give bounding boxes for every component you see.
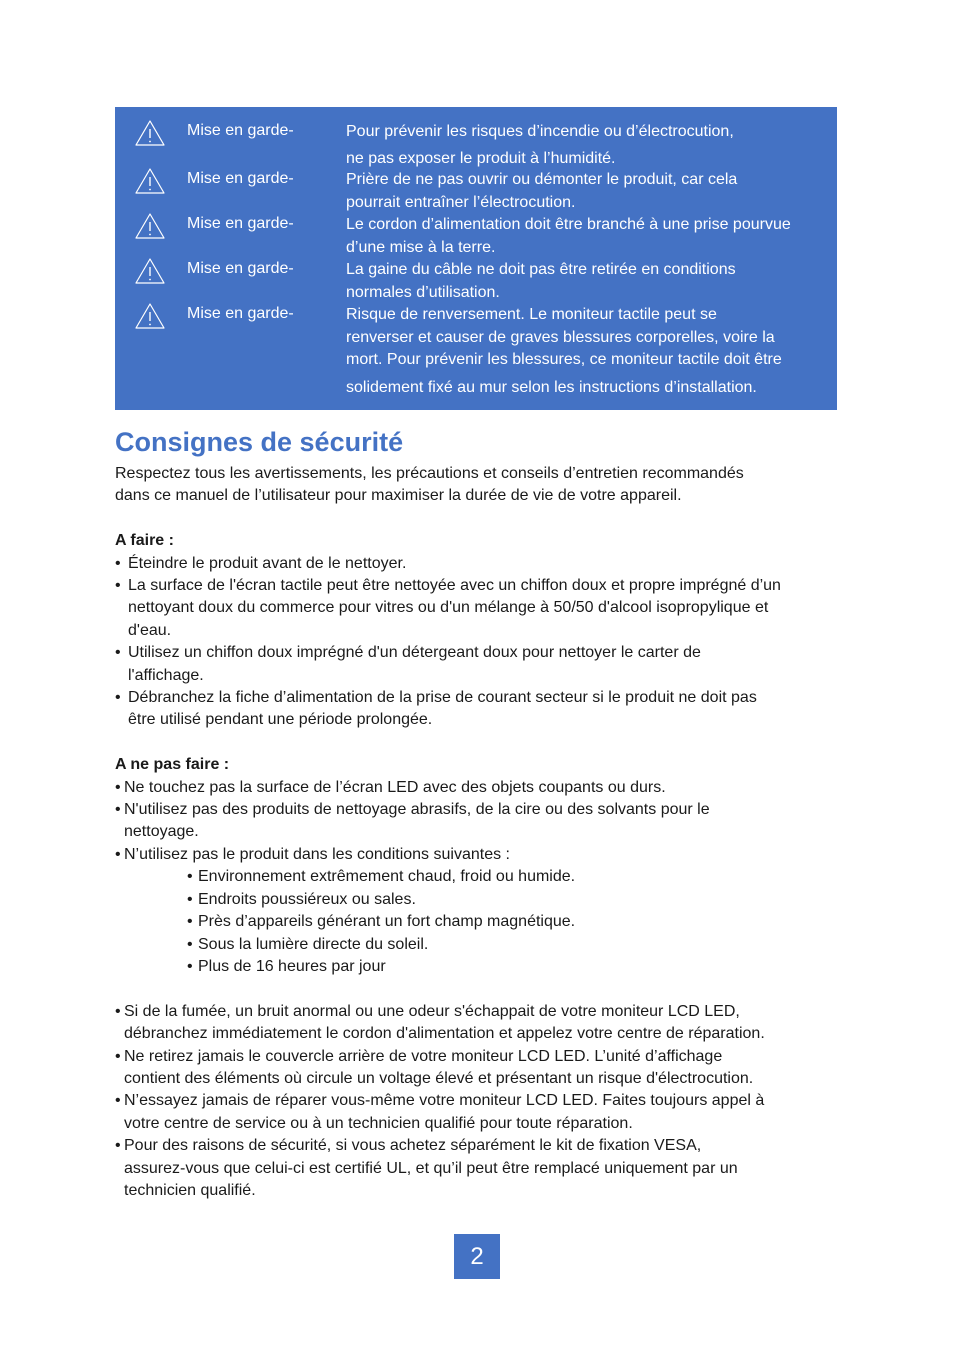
list-item (115, 553, 845, 575)
warning-text-line: pourrait entraîner l’électrocution. (346, 193, 576, 211)
warning-text-line: d’une mise à la terre. (346, 238, 496, 256)
warning-triangle-icon (133, 301, 167, 331)
condition-item (187, 866, 845, 888)
condition-text: • Plus de 16 heures par jour (198, 957, 386, 975)
list-item-line: • Ne retirez jamais le couvercle arrière de votre moniteur LCD LED. L’unité d’affichage (124, 1047, 723, 1065)
warning-text (346, 214, 837, 259)
page-title: Consignes de sécurité (115, 427, 404, 457)
page-number: 2 (454, 1234, 500, 1279)
list-item-line: nettoyage. (124, 823, 199, 841)
list-item (115, 642, 845, 687)
condition-text: • Sous la lumière directe du soleil. (198, 935, 429, 953)
list-item-line: • Ne touchez pas la surface de l’écran LED avec des objets coupants ou durs. (124, 778, 666, 796)
warning-triangle-icon (133, 256, 167, 286)
warning-label: Mise en garde- (187, 215, 294, 232)
condition-item (187, 934, 845, 956)
list-item-line: l'affichage. (128, 666, 204, 684)
conditions-list (115, 866, 845, 978)
dont-heading: A ne pas faire : (115, 756, 230, 774)
list-item (115, 844, 845, 866)
warning-label: Mise en garde- (187, 260, 294, 277)
condition-text: • Environnement extrêmement chaud, froid ou humide. (198, 868, 576, 886)
intro-line: Respectez tous les avertissements, les précautions et conseils d’entretien recommandés (115, 465, 744, 482)
safety-content (115, 463, 845, 1202)
spacer (115, 978, 845, 1000)
warning-triangle-icon (133, 166, 167, 196)
warning-text (346, 169, 837, 214)
do-heading: A faire : (115, 532, 174, 550)
intro-paragraph (115, 463, 845, 508)
list-item-line: • N’essayez jamais de réparer vous-même votre moniteur LCD LED. Faites toujours appel à (124, 1092, 765, 1110)
intro-line: dans ce manuel de l’utilisateur pour maximiser la durée de vie de votre appareil. (115, 487, 682, 505)
warning-label: Mise en garde- (187, 170, 294, 187)
list-item-line: votre centre de service ou à un technicien qualifié pour toute réparation. (124, 1114, 633, 1132)
warning-label: Mise en garde- (187, 122, 294, 139)
list-item-line: d'eau. (128, 621, 172, 639)
dont-list (115, 777, 845, 867)
list-item-line: débranchez immédiatement le cordon d'alimentation et appelez votre centre de réparation. (124, 1025, 765, 1043)
warning-text (346, 259, 837, 304)
warning-text (346, 121, 837, 170)
warning-text-line: Prière de ne pas ouvrir ou démonter le produit, car cela (346, 171, 738, 188)
condition-item (187, 911, 845, 933)
warning-text-line: ne pas exposer le produit à l’humidité. (346, 149, 616, 167)
warning-box (115, 107, 837, 410)
list-item (115, 1090, 845, 1135)
warning-text-line: mort. Pour prévenir les blessures, ce moniteur tactile doit être (346, 351, 782, 368)
warning-label: Mise en garde- (187, 305, 294, 322)
list-item-line: nettoyant doux du commerce pour vitres ou d'un mélange à 50/50 d'alcool isopropylique et (128, 599, 769, 617)
list-item-line: • Éteindre le produit avant de le nettoyer. (128, 554, 407, 572)
condition-text: • Endroits poussiéreux ou sales. (198, 890, 416, 908)
list-item (115, 575, 845, 642)
list-item-line: assurez-vous que celui-ci est certifié UL, et qu’il peut être remplacé uniquement par un (124, 1159, 738, 1177)
dont-list-continued (115, 1001, 845, 1203)
list-item (115, 777, 845, 799)
list-item-line: • Si de la fumée, un bruit anormal ou une odeur s'échappait de votre moniteur LCD LED, (124, 1002, 740, 1020)
list-item-line: • La surface de l'écran tactile peut être nettoyée avec un chiffon doux et propre imprégné d’un (128, 577, 781, 595)
warning-text-line: Le cordon d’alimentation doit être branché à une prise pourvue (346, 216, 791, 233)
warning-text (346, 304, 837, 399)
list-item-line: technicien qualifié. (124, 1181, 256, 1199)
warning-triangle-icon (133, 118, 167, 148)
list-item (115, 1135, 845, 1202)
warning-text-line: La gaine du câble ne doit pas être retirée en conditions (346, 261, 736, 278)
warning-text-line: normales d’utilisation. (346, 283, 500, 301)
warning-text-line: Risque de renversement. Le moniteur tactile peut se (346, 306, 717, 323)
list-item-line: • Pour des raisons de sécurité, si vous achetez séparément le kit de fixation VESA, (124, 1137, 702, 1155)
list-item-line: • Utilisez un chiffon doux imprégné d'un détergeant doux pour nettoyer le carter de (128, 644, 701, 662)
list-item (115, 1001, 845, 1046)
list-item-line: être utilisé pendant une période prolongée. (128, 711, 433, 729)
list-item-line: • N'utilisez pas des produits de nettoyage abrasifs, de la cire ou des solvants pour le (124, 801, 710, 819)
condition-text: • Près d’appareils générant un fort champ magnétique. (198, 913, 576, 931)
condition-item (187, 889, 845, 911)
list-item-line: • Débranchez la fiche d’alimentation de la prise de courant secteur si le produit ne doit pas (128, 689, 757, 707)
list-item (115, 1046, 845, 1091)
list-item (115, 799, 845, 844)
warning-text-line: solidement fixé au mur selon les instructions d’installation. (346, 378, 757, 396)
do-list (115, 553, 845, 732)
list-item-line: • N’utilisez pas le produit dans les conditions suivantes : (124, 845, 510, 863)
list-item-line: contient des éléments où circule un voltage élevé et présentant un risque d'électrocution. (124, 1069, 754, 1087)
condition-item (187, 956, 845, 978)
list-item (115, 687, 845, 732)
warning-text-line: renverser et causer de graves blessures corporelles, voire la (346, 328, 775, 346)
warning-triangle-icon (133, 211, 167, 241)
warning-text-line: Pour prévenir les risques d’incendie ou d’électrocution, (346, 123, 734, 140)
